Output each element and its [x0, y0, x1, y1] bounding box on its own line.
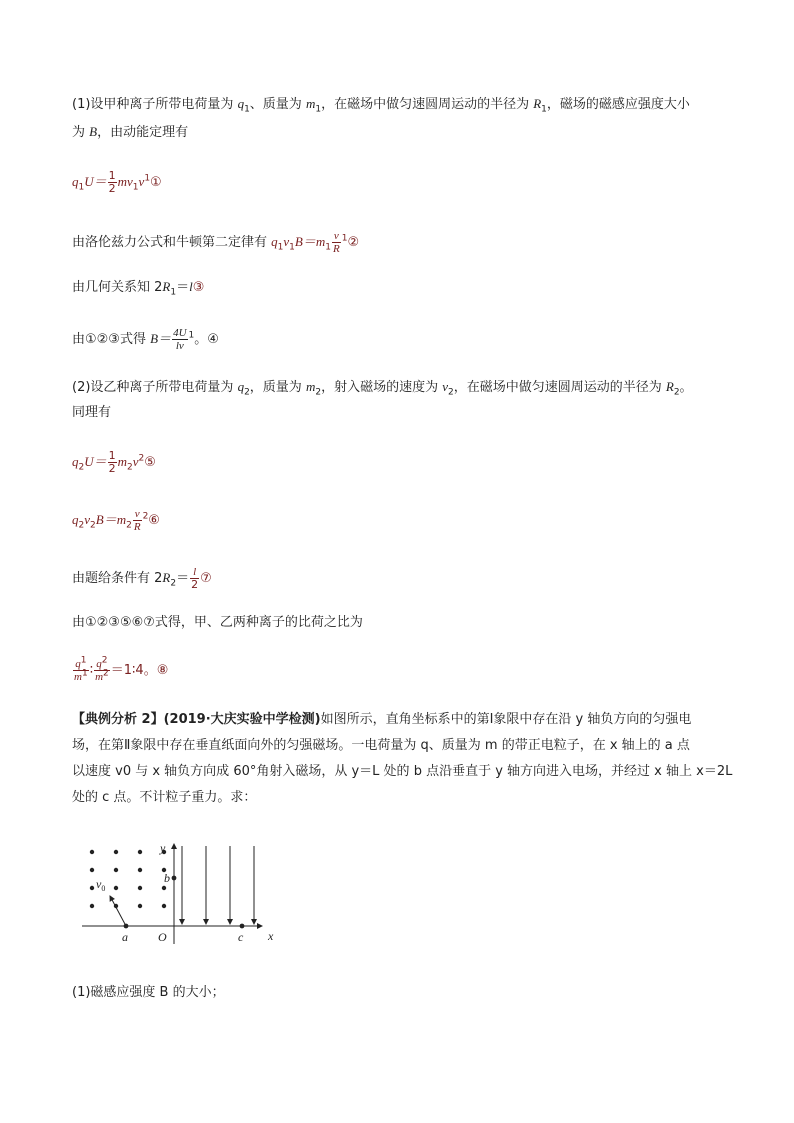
equation-7: 由题给条件有 $2R_2=$ $\frac{l}{2}$ ⑦: [72, 566, 212, 591]
example-line-1: 【典例分析 2】(2019·大庆实验中学检测)如图所示，直角坐标系中的第Ⅰ象限中存在沿 y 轴负方向的匀强电: [72, 712, 692, 727]
c-label: c: [238, 930, 244, 944]
velocity-arrow: [110, 896, 126, 926]
equation-4: 由①②③式得 B＝ $\frac{4U}{lv}$ $^1$。④: [72, 327, 219, 352]
para-2-line-1: (2)设乙种离子所带电荷量为 $q_2$，质量为 $m_2$，射入磁场的速度为 $v_2$，在磁场中做匀速圆周运动的半径为 $R_2$。: [72, 379, 693, 398]
equation-9: $\frac{q^1}{m^1}$ ∶ $\frac{q^2}{m^2}$ ＝1∶4。⑧: [74, 655, 169, 683]
equation-1: $q_1U=$ $\frac{1}{2}$ $mv_1v^1①$: [72, 169, 162, 195]
question-1: (1)磁感应强度 B 的大小；: [72, 985, 225, 1000]
example-line-3: 以速度 v0 与 x 轴负方向成 60°角射入磁场，从 y＝L 处的 b 点沿垂直于 y 轴方向进入电场，并经过 x 轴上 x＝2L: [72, 764, 733, 779]
para-1-line-1: (1)设甲种离子所带电荷量为 $q_1$、质量为 $m_1$，在磁场中做匀速圆周运动的半径为 $R_1$，磁场的磁感应强度大小: [72, 96, 690, 115]
example-line-2: 场，在第Ⅱ象限中存在垂直纸面向外的匀强磁场。一电荷量为 q、质量为 m 的带正电粒子，在 x 轴上的 a 点: [72, 738, 690, 753]
point-a: [124, 924, 129, 929]
origin-label: O: [158, 930, 167, 944]
example-line-4: 处的 c 点。不计粒子重力。求：: [72, 790, 257, 805]
v0-label: $v_0$: [96, 877, 106, 893]
equation-6: $q_2v_2B=m_2$ $\frac{v}{R}$ $^2$⑥: [72, 508, 160, 533]
equation-5: $q_2U=$ $\frac{1}{2}$ $m_2v^2⑤$: [72, 449, 156, 475]
coordinate-figure: [82, 840, 282, 948]
a-label: a: [122, 930, 128, 944]
equation-8: 由①②③⑤⑥⑦式得，甲、乙两种离子的比荷之比为: [72, 615, 363, 630]
para-2-line-2: 同理有: [72, 405, 112, 420]
electric-field-arrows: [182, 846, 254, 924]
para-1-line-2: 为 B，由动能定理有: [72, 124, 189, 140]
point-c: [240, 924, 245, 929]
b-label: b: [164, 871, 170, 885]
point-b: [172, 876, 177, 881]
equation-2: 由洛伦兹力公式和牛顿第二定律有 $q_1v_1B=m_1$ $\frac{v}{R}$ $^1$②: [72, 230, 360, 255]
x-label: x: [268, 929, 274, 943]
equation-3: 由几何关系知 $2R_1=l③$: [72, 279, 205, 298]
y-label: y: [160, 841, 166, 855]
